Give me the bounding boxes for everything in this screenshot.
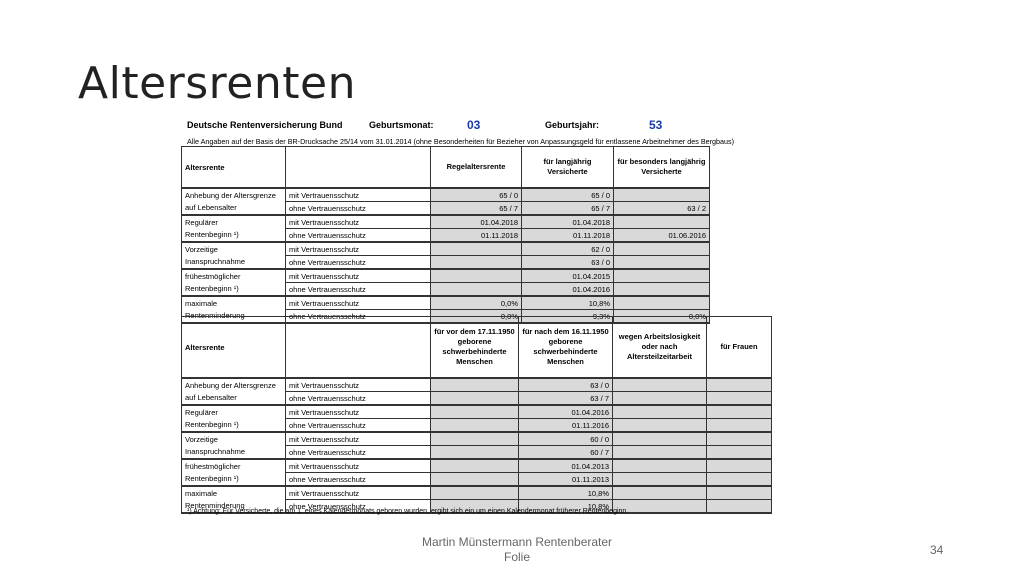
value-cell: [613, 432, 707, 446]
row-group-label: Inanspruchnahme: [182, 256, 286, 270]
value-cell: [431, 256, 522, 270]
protection-type-cell: ohne Vertrauensschutz: [286, 473, 431, 487]
value-cell: [613, 486, 707, 500]
table-header-row: [182, 317, 772, 379]
value-cell: 65 / 0: [431, 188, 522, 202]
row-group-label: Rentenbeginn ¹): [182, 229, 286, 243]
value-cell: 01.11.2013: [519, 473, 613, 487]
row-group-label: Anhebung der Altersgrenze: [182, 188, 286, 202]
birth-month-value: 03: [467, 118, 481, 132]
table-row: [182, 188, 710, 202]
protection-type-cell: ohne Vertrauensschutz: [286, 310, 431, 324]
value-cell: 01.04.2018: [522, 215, 614, 229]
protection-type-cell: ohne Vertrauensschutz: [286, 283, 431, 297]
value-cell: [613, 500, 707, 514]
row-group-label: maximale: [182, 296, 286, 310]
value-cell: 01.04.2016: [522, 283, 614, 297]
value-cell: [707, 419, 772, 433]
column-header: Altersrente: [182, 317, 286, 379]
value-cell: [431, 283, 522, 297]
protection-type-cell: mit Vertrauensschutz: [286, 459, 431, 473]
value-cell: 01.04.2016: [519, 405, 613, 419]
value-cell: [707, 405, 772, 419]
value-cell: [431, 242, 522, 256]
value-cell: [707, 432, 772, 446]
pension-table-regular: [181, 146, 710, 324]
table-row: [182, 392, 772, 406]
table-row: [182, 215, 710, 229]
table-row: [182, 473, 772, 487]
value-cell: [707, 378, 772, 392]
value-cell: 9,3%: [522, 310, 614, 324]
protection-type-cell: mit Vertrauensschutz: [286, 188, 431, 202]
row-group-label: Rentenminderung: [182, 310, 286, 324]
value-cell: [707, 446, 772, 460]
value-cell: [614, 256, 710, 270]
value-cell: 0,0%: [431, 310, 522, 324]
protection-type-cell: mit Vertrauensschutz: [286, 432, 431, 446]
value-cell: [707, 486, 772, 500]
organization-name: Deutsche Rentenversicherung Bund: [187, 120, 343, 130]
value-cell: 01.04.2013: [519, 459, 613, 473]
table-row: [182, 202, 710, 216]
value-cell: 63 / 7: [519, 392, 613, 406]
row-group-label: Vorzeitige: [182, 432, 286, 446]
value-cell: 01.11.2018: [522, 229, 614, 243]
value-cell: [707, 500, 772, 514]
row-group-label: Regulärer: [182, 405, 286, 419]
value-cell: 65 / 0: [522, 188, 614, 202]
row-group-label: Vorzeitige: [182, 242, 286, 256]
value-cell: [431, 432, 519, 446]
protection-type-cell: mit Vertrauensschutz: [286, 296, 431, 310]
row-group-label: maximale: [182, 486, 286, 500]
protection-type-cell: ohne Vertrauensschutz: [286, 256, 431, 270]
value-cell: [707, 459, 772, 473]
table-row: [182, 419, 772, 433]
slide-footer: [412, 535, 622, 565]
protection-type-cell: ohne Vertrauensschutz: [286, 500, 431, 514]
row-group-label: Rentenbeginn ¹): [182, 419, 286, 433]
value-cell: 63 / 0: [519, 378, 613, 392]
column-header: für nach dem 16.11.1950 geborene schwerbehinderte Menschen: [519, 317, 613, 379]
table-row: [182, 283, 710, 297]
row-group-label: Rentenbeginn ¹): [182, 283, 286, 297]
table-header-row: [182, 147, 710, 189]
column-header: [286, 147, 431, 189]
value-cell: [614, 283, 710, 297]
value-cell: 10,8%: [519, 500, 613, 514]
document-header: [187, 116, 777, 136]
pension-table-special: [181, 316, 772, 514]
row-group-label: Anhebung der Altersgrenze: [182, 378, 286, 392]
protection-type-cell: ohne Vertrauensschutz: [286, 202, 431, 216]
value-cell: [431, 459, 519, 473]
row-group-label: auf Lebensalter: [182, 202, 286, 216]
value-cell: [613, 446, 707, 460]
row-group-label: Regulärer: [182, 215, 286, 229]
protection-type-cell: ohne Vertrauensschutz: [286, 446, 431, 460]
value-cell: [431, 473, 519, 487]
row-group-label: auf Lebensalter: [182, 392, 286, 406]
protection-type-cell: ohne Vertrauensschutz: [286, 229, 431, 243]
value-cell: [431, 405, 519, 419]
document-note: Alle Angaben auf der Basis der BR-Drucksache 25/14 vom 31.01.2014 (ohne Besonderheiten für Bezieher von Anpassungsgeld für entlassene Arbeitnehmer des Bergbaus): [187, 137, 734, 146]
value-cell: 10,8%: [522, 296, 614, 310]
value-cell: [614, 242, 710, 256]
table-row: [182, 446, 772, 460]
value-cell: 62 / 0: [522, 242, 614, 256]
value-cell: [613, 419, 707, 433]
protection-type-cell: ohne Vertrauensschutz: [286, 419, 431, 433]
table-row: [182, 256, 710, 270]
value-cell: 10,8%: [519, 486, 613, 500]
row-group-label: Rentenminderung: [182, 500, 286, 514]
column-header: wegen Arbeitslosigkeit oder nach Altersteilzeitarbeit: [613, 317, 707, 379]
value-cell: [614, 188, 710, 202]
value-cell: [431, 446, 519, 460]
protection-type-cell: mit Vertrauensschutz: [286, 486, 431, 500]
page-number: 34: [930, 543, 944, 557]
table-row: [182, 229, 710, 243]
value-cell: 0,0%: [614, 310, 710, 324]
table-row: [182, 296, 710, 310]
value-cell: 60 / 0: [519, 432, 613, 446]
value-cell: [431, 419, 519, 433]
value-cell: 63 / 0: [522, 256, 614, 270]
footer-label: Folie: [503, 550, 530, 564]
value-cell: [614, 215, 710, 229]
birth-year-label: Geburtsjahr:: [545, 120, 600, 130]
value-cell: [431, 392, 519, 406]
row-group-label: Inanspruchnahme: [182, 446, 286, 460]
value-cell: [707, 473, 772, 487]
value-cell: [613, 473, 707, 487]
value-cell: [707, 392, 772, 406]
value-cell: [613, 405, 707, 419]
pension-document: [181, 112, 773, 522]
protection-type-cell: mit Vertrauensschutz: [286, 405, 431, 419]
protection-type-cell: mit Vertrauensschutz: [286, 269, 431, 283]
value-cell: [431, 486, 519, 500]
value-cell: 01.04.2018: [431, 215, 522, 229]
protection-type-cell: mit Vertrauensschutz: [286, 215, 431, 229]
value-cell: 01.06.2016: [614, 229, 710, 243]
table-row: [182, 269, 710, 283]
value-cell: 65 / 7: [522, 202, 614, 216]
column-header: für Frauen: [707, 317, 772, 379]
protection-type-cell: mit Vertrauensschutz: [286, 378, 431, 392]
slide-title: Altersrenten: [78, 58, 356, 109]
table-row: [182, 432, 772, 446]
value-cell: [613, 392, 707, 406]
row-group-label: frühestmöglicher: [182, 269, 286, 283]
column-header: [286, 317, 431, 379]
table-row: [182, 405, 772, 419]
table-row: [182, 459, 772, 473]
value-cell: 01.04.2015: [522, 269, 614, 283]
value-cell: 0,0%: [431, 296, 522, 310]
value-cell: 63 / 2: [614, 202, 710, 216]
table-row: [182, 378, 772, 392]
value-cell: 65 / 7: [431, 202, 522, 216]
value-cell: [614, 269, 710, 283]
value-cell: 01.11.2018: [431, 229, 522, 243]
value-cell: [431, 378, 519, 392]
protection-type-cell: mit Vertrauensschutz: [286, 242, 431, 256]
value-cell: 60 / 7: [519, 446, 613, 460]
value-cell: [431, 269, 522, 283]
column-header: für langjährig Versicherte: [522, 147, 614, 189]
column-header: Regelaltersrente: [431, 147, 522, 189]
value-cell: 01.11.2016: [519, 419, 613, 433]
document-footnote: ¹) Achtung: Für Versicherte, die am 1. eines Kalendermonats geboren wurden, ergibt sich ein um einen Kalendermonat früherer Rentenbeginn: [187, 508, 627, 515]
protection-type-cell: ohne Vertrauensschutz: [286, 392, 431, 406]
column-header: für vor dem 17.11.1950 geborene schwerbehinderte Menschen: [431, 317, 519, 379]
column-header: Altersrente: [182, 147, 286, 189]
table-row: [182, 486, 772, 500]
birth-year-value: 53: [649, 118, 663, 132]
birth-month-label: Geburtsmonat:: [369, 120, 434, 130]
value-cell: [614, 296, 710, 310]
row-group-label: frühestmöglicher: [182, 459, 286, 473]
column-header: für besonders langjährig Versicherte: [614, 147, 710, 189]
table-row: [182, 242, 710, 256]
value-cell: [613, 378, 707, 392]
footer-author: Martin Münstermann Rentenberater: [421, 535, 613, 549]
value-cell: [613, 459, 707, 473]
row-group-label: Rentenbeginn ¹): [182, 473, 286, 487]
